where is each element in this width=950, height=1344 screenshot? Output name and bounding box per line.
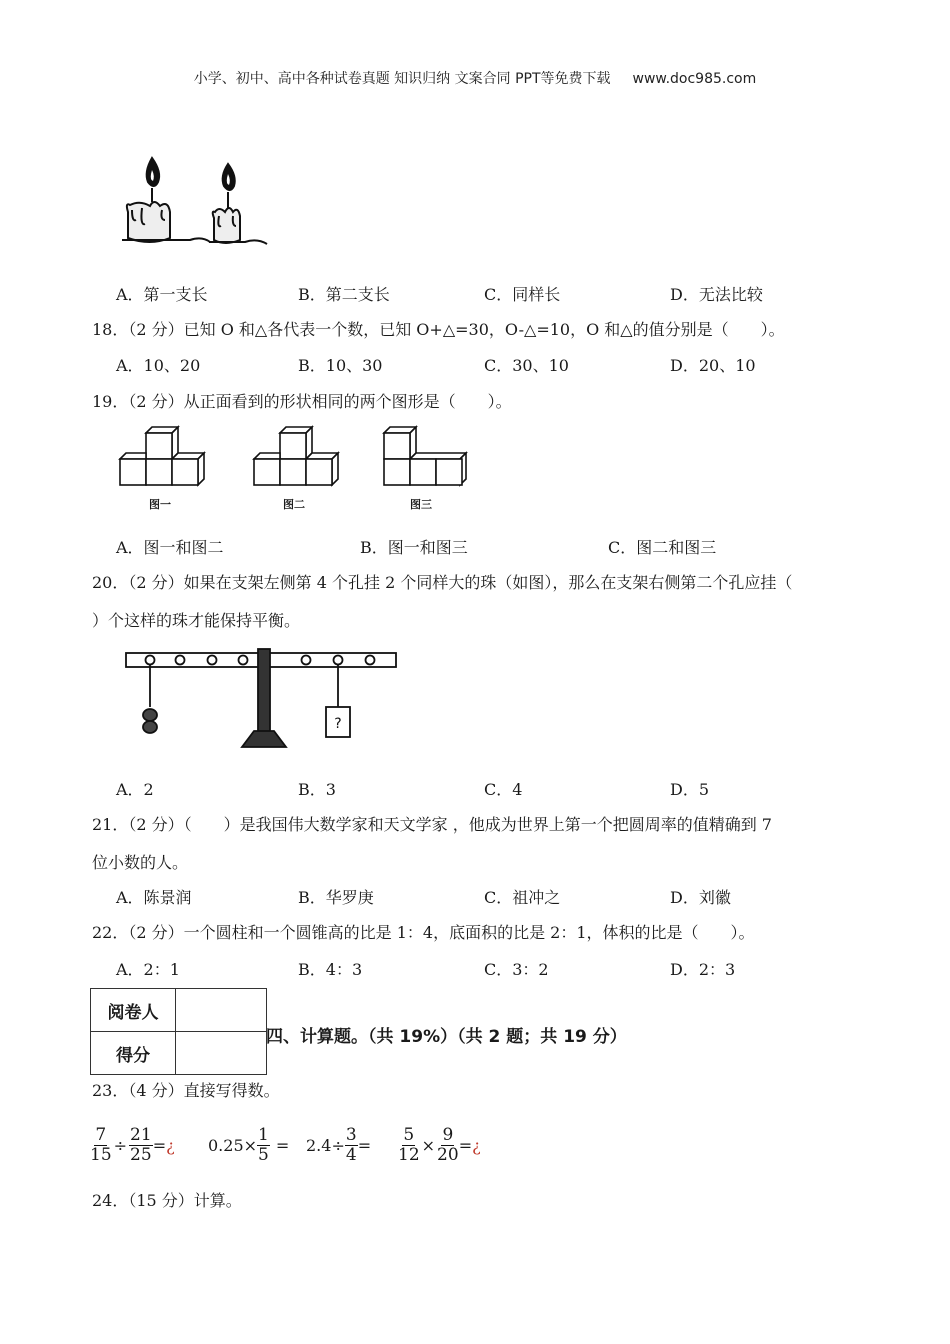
q23-expression-4: $\frac{5}{12}$ × $\frac{9}{20}$ = ¿: [398, 1125, 481, 1165]
q19-caption-three: 图三: [410, 498, 432, 511]
q17-option-b: B．第二支长: [298, 285, 390, 304]
q19-figure-three: [380, 425, 470, 487]
q21-option-d: D．刘徽: [670, 888, 731, 907]
q22-option-a: A．2：1: [116, 960, 180, 979]
balance-base: [242, 731, 286, 747]
q19-option-b: B．图一和图三: [360, 538, 468, 557]
q21-stem-line1: 21．（2 分）（ ）是我国伟大数学家和天文学家 ，他成为世界上第一个把圆周率的值精确到 7: [92, 815, 772, 834]
q17-option-d: D．无法比较: [670, 285, 763, 304]
score-cell[interactable]: [176, 1032, 267, 1075]
q23-expression-3: 2.4÷ $\frac{3}{4}$ =: [306, 1125, 372, 1165]
q22-option-b: B．4：3: [298, 960, 363, 979]
section-four-title: 四、计算题。（共 19%）（共 2 题；共 19 分）: [266, 1027, 627, 1047]
candle-one: [122, 158, 210, 242]
q21-option-b: B．华罗庚: [298, 888, 374, 907]
page-header: [0, 68, 950, 88]
q18-option-c: C．30、10: [484, 356, 569, 375]
q22-stem: 22．（2 分）一个圆柱和一个圆锥高的比是 1：4，底面积的比是 2：1，体积的比是（ ）。: [92, 923, 755, 942]
q17-option-a: A．第一支长: [116, 285, 208, 304]
q20-option-b: B．3: [298, 780, 336, 799]
q19-caption-one: 图一: [149, 498, 171, 511]
q19-option-a: A．图一和图二: [116, 538, 224, 557]
q20-option-a: A．2: [116, 780, 154, 799]
balance-figure: [122, 645, 402, 753]
q23-stem: 23．（4 分）直接写得数。: [92, 1081, 280, 1100]
q19-figure-two: [252, 425, 342, 487]
score-table: [90, 988, 267, 1075]
q21-option-a: A．陈景润: [116, 888, 192, 907]
q21-stem-line2: 位小数的人。: [92, 853, 189, 872]
q20-stem-line2: ）个这样的珠才能保持平衡。: [92, 611, 301, 630]
q22-option-d: D．2：3: [670, 960, 736, 979]
q18-option-b: B．10、30: [298, 356, 383, 375]
q17-option-c: C．同样长: [484, 285, 561, 304]
bead-lower: [143, 721, 157, 733]
score-label: 得分: [91, 1032, 176, 1075]
reviewer-label: 阅卷人: [91, 989, 176, 1032]
header-text: 小学、初中、高中各种试卷真题 知识归纳 文案合同 PPT等免费下载: [193, 71, 611, 87]
q18-option-d: D．20、10: [670, 356, 756, 375]
q19-figure-one: [118, 425, 208, 487]
q20-option-c: C．4: [484, 780, 523, 799]
q22-option-c: C．3：2: [484, 960, 549, 979]
q18-stem: 18．（2 分）已知 O 和△各代表一个数，已知 O+△=30，O-△=10，O 和△的值分别是（ ）。: [92, 320, 785, 339]
q18-option-a: A．10、20: [116, 356, 201, 375]
q21-option-c: C．祖冲之: [484, 888, 561, 907]
q19-caption-two: 图二: [283, 498, 305, 511]
q19-stem: 19．（2 分）从正面看到的形状相同的两个图形是（ ）。: [92, 392, 512, 411]
balance-post: [258, 649, 270, 741]
q23-expression-2: 0.25× $\frac{1}{5}$ =: [208, 1125, 290, 1165]
q20-option-d: D．5: [670, 780, 710, 799]
candle-two: [209, 164, 267, 244]
candles-figure: [110, 150, 280, 250]
unknown-box-mark: ?: [334, 716, 342, 732]
q24-stem: 24．（15 分）计算。: [92, 1191, 242, 1210]
q19-option-c: C．图二和图三: [608, 538, 717, 557]
q20-stem-line1: 20．（2 分）如果在支架左侧第 4 个孔挂 2 个同样大的珠（如图），那么在支架右侧第二个孔应挂（: [92, 573, 793, 592]
reviewer-cell[interactable]: [176, 989, 267, 1032]
bead-upper: [143, 709, 157, 721]
header-url[interactable]: www.doc985.com: [632, 71, 757, 87]
q23-expression-1: $\frac{7}{15}$ ÷ $\frac{21}{25}$ = ¿: [90, 1125, 175, 1165]
